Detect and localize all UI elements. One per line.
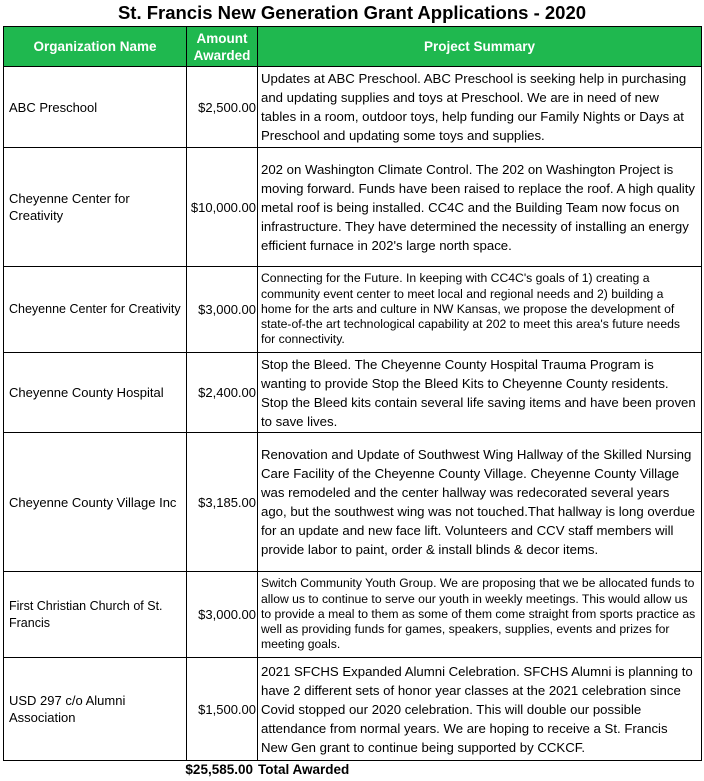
summary-cell: Connecting for the Future. In keeping with CC4C's goals of 1) creating a community event center to meet local and regional needs and 2) building a home for the arts and culture in NW Kansas, we propose the development of state-of-the art technological capability at 202 to meet this area's future needs for connectivity. xyxy=(258,267,702,353)
amount-cell: $10,000.00 xyxy=(187,148,258,267)
total-row xyxy=(0,760,704,780)
table-row xyxy=(4,572,702,658)
header-organization: Organization Name xyxy=(4,27,187,67)
amount-cell: $2,400.00 xyxy=(187,353,258,433)
organization-cell: ABC Preschool xyxy=(4,67,187,148)
grants-table xyxy=(3,26,702,761)
total-label: Total Awarded xyxy=(258,762,350,777)
amount-cell: $3,000.00 xyxy=(187,572,258,658)
page-title: St. Francis New Generation Grant Applications - 2020 xyxy=(117,2,587,23)
summary-cell: Renovation and Update of Southwest Wing Hallway of the Skilled Nursing Care Facility of the Cheyenne County Village. Cheyenne County Village was remodeled and the center hallway was redecorated several years ago, but the southwest wing was not touched.That hallway is long overdue for an update and new face lift. Volunteers and CCV staff members will provide labor to paint, order & install blinds & decor items. xyxy=(258,433,702,572)
table-row xyxy=(4,658,702,761)
header-summary: Project Summary xyxy=(258,27,702,67)
organization-cell: USD 297 c/o Alumni Association xyxy=(4,658,187,761)
header-amount: Amount Awarded xyxy=(187,27,258,67)
amount-cell: $1,500.00 xyxy=(187,658,258,761)
summary-cell: Updates at ABC Preschool. ABC Preschool is seeking help in purchasing and updating supplies and toys at Preschool. We are in need of new tables in a room, outdoor toys, help funding our Family Nights or Days at Preschool and updating some toys and supplies. xyxy=(258,67,702,148)
amount-cell: $3,000.00 xyxy=(187,267,258,353)
summary-cell: 202 on Washington Climate Control. The 202 on Washington Project is moving forward. Funds have been raised to replace the roof. A high quality metal roof is being installed. CC4C and the Building Team now focus on infrastructure. They have determined the necessity of installing an energy efficient furnace in 202's large north space. xyxy=(258,148,702,267)
organization-cell: Cheyenne County Hospital xyxy=(4,353,187,433)
organization-cell: Cheyenne County Village Inc xyxy=(4,433,187,572)
summary-cell: 2021 SFCHS Expanded Alumni Celebration. SFCHS Alumni is planning to have 2 different sets of honor year classes at the 2021 celebration since Covid stopped our 2020 celebration. This will double our possible attendance from normal years. We are hoping to receive a St. Francis New Gen grant to continue being supported by CCKCF. xyxy=(258,658,702,761)
amount-cell: $3,185.00 xyxy=(187,433,258,572)
organization-cell: Cheyenne Center for Creativity xyxy=(4,267,187,353)
amount-cell: $2,500.00 xyxy=(187,67,258,148)
organization-cell: First Christian Church of St. Francis xyxy=(4,572,187,658)
organization-cell: Cheyenne Center for Creativity xyxy=(4,148,187,267)
table-row xyxy=(4,267,702,353)
table-row xyxy=(4,67,702,148)
table-header-row xyxy=(4,27,702,67)
summary-cell: Stop the Bleed. The Cheyenne County Hospital Trauma Program is wanting to provide Stop the Bleed Kits to Cheyenne County residents. Stop the Bleed kits contain several life saving items and have been proven to save lives. xyxy=(258,353,702,433)
table-row xyxy=(4,353,702,433)
summary-cell: Switch Community Youth Group. We are proposing that we be allocated funds to allow us to continue to serve our youth in weekly meetings. This would allow us to provide a meal to them as some of them come straight from sports practice as well as providing funds for games, speakers, supplies, events and prizes for meeting goals. xyxy=(258,572,702,658)
total-amount: $25,585.00 xyxy=(185,762,253,777)
table-row xyxy=(4,433,702,572)
table-row xyxy=(4,148,702,267)
